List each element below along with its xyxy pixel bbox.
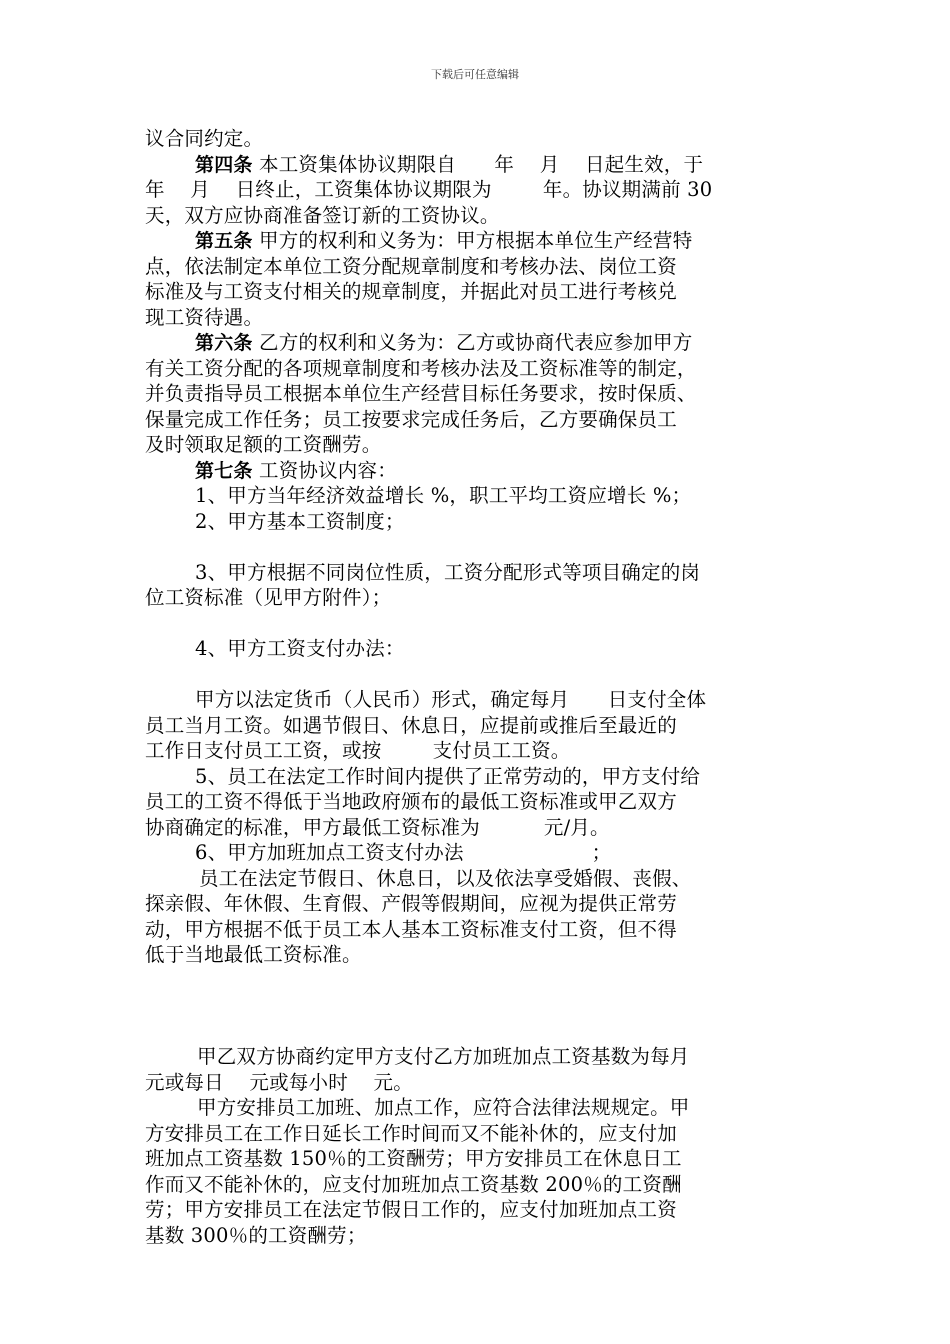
article-6-heading: 第六条 — [195, 332, 253, 354]
text-line: 保量完成工作任务；员工按要求完成任务后，乙方要确保员工 — [145, 407, 677, 431]
list-item-4: 4、甲方工资支付办法： — [195, 637, 405, 660]
text-line: 并负责指导员工根据本单位生产经营目标任务要求，按时保质、 — [145, 382, 697, 405]
list-item-3: 3、甲方根据不同岗位性质，工资分配形式等项目确定的岗 — [195, 560, 701, 584]
paragraph-holiday: 员工在法定节假日、休息日，以及依法享受婚假、丧假、 — [199, 866, 692, 890]
article-7-line — [145, 458, 810, 484]
text-line: 点，依法制定本单位工资分配规章制度和考核办法、岗位工资 — [145, 254, 677, 278]
article-5-heading: 第五条 — [195, 230, 253, 252]
list-item-6: 6、甲方加班加点工资支付办法 ； — [195, 841, 612, 864]
document-body — [145, 126, 810, 1248]
text-line: 工作日支付员工工资，或按 支付员工工资。 — [145, 739, 571, 762]
article-5-line — [145, 228, 810, 254]
text-line: 标准及与工资支付相关的规章制度，并据此对员工进行考核兑 — [145, 280, 677, 303]
paragraph-overtime-base: 甲乙双方协商约定甲方支付乙方加班加点工资基数为每月 — [197, 1045, 690, 1068]
text-line: 现工资待遇。 — [145, 305, 264, 329]
article-4-text: 本工资集体协议期限自 年 月 日起生效，于 — [252, 152, 704, 176]
article-5-text: 甲方的权利和义务为：甲方根据本单位生产经营特 — [252, 229, 693, 252]
article-4-line — [145, 152, 810, 178]
text-line: 员工当月工资。如遇节假日、休息日，应提前或推后至最近的 — [145, 713, 677, 737]
text-line: 员工的工资不得低于当地政府颁布的最低工资标准或甲乙双方 — [145, 790, 677, 813]
text-line: 作而又不能补休的，应支付加班加点工资基数 200％的工资酬 — [145, 1172, 682, 1196]
article-7-heading: 第七条 — [195, 459, 253, 482]
list-item-1: 1、甲方当年经济效益增长 %，职工平均工资应增长 %； — [195, 484, 692, 507]
list-item-2: 2、甲方基本工资制度； — [195, 509, 405, 533]
text-line: 基数 300％的工资酬劳； — [145, 1223, 367, 1247]
page-header: 下载后可任意编辑 — [431, 68, 519, 81]
article-6-line — [145, 330, 810, 356]
text-line: 探亲假、年休假、生育假、产假等假期间，应视为提供正常劳 — [145, 892, 677, 915]
text-line: 位工资标准（见甲方附件）； — [145, 586, 392, 609]
article-4-heading: 第四条 — [195, 153, 253, 176]
text-line: 元或每日 元或每小时 元。 — [145, 1070, 413, 1094]
article-7-text: 工资协议内容： — [252, 458, 397, 482]
text-line: 协商确定的标准，甲方最低工资标准为 元/月。 — [145, 815, 610, 839]
list-item-5: 5、员工在法定工作时间内提供了正常劳动的，甲方支付给 — [195, 764, 701, 788]
text-line: 低于当地最低工资标准。 — [145, 943, 362, 966]
text-line: 方安排员工在工作日延长工作时间而又不能补休的，应支付加 — [145, 1121, 677, 1145]
paragraph-payment: 甲方以法定货币（人民币）形式，确定每月 日支付全体 — [195, 688, 707, 711]
text-line: 年 月 日终止，工资集体协议期限为 年。协议期满前 30 — [145, 178, 713, 201]
text-line: 劳；甲方安排员工在法定节假日工作的，应支付加班加点工资 — [145, 1198, 677, 1221]
text-line: 动，甲方根据不低于员工本人基本工资标准支付工资，但不得 — [145, 917, 677, 941]
text-line: 天，双方应协商准备签订新的工资协议。 — [145, 203, 500, 227]
text-line: 议合同约定。 — [145, 127, 264, 150]
text-line: 及时领取足额的工资酬劳。 — [145, 433, 382, 456]
text-line: 班加点工资基数 150％的工资酬劳；甲方安排员工在休息日工 — [145, 1147, 682, 1170]
paragraph-overtime-rules: 甲方安排员工加班、加点工作，应符合法律法规规定。甲 — [197, 1096, 690, 1119]
article-6-text: 乙方的权利和义务为：乙方或协商代表应参加甲方 — [252, 331, 693, 354]
text-line: 有关工资分配的各项规章制度和考核办法及工资标准等的制定， — [145, 356, 697, 380]
